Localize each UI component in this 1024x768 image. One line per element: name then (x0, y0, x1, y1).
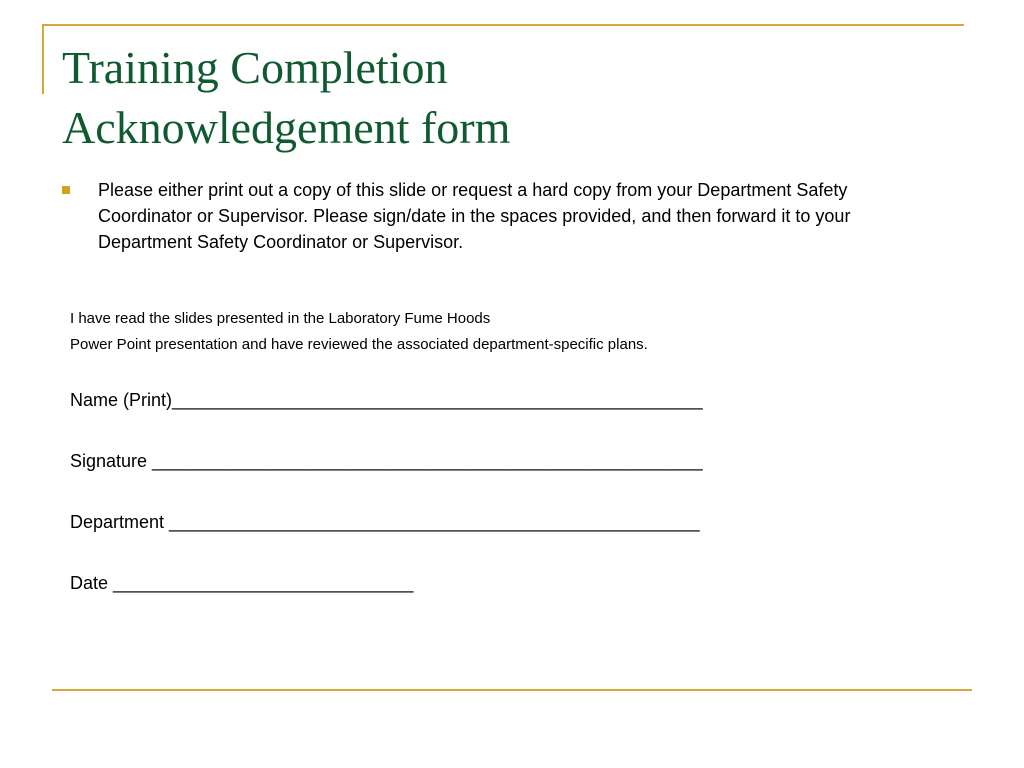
statement-line-2: Power Point presentation and have reviewed the associated department-specific plans. (70, 336, 648, 353)
frame-left-rule (42, 24, 44, 94)
acknowledgement-statement (70, 306, 648, 358)
date-field: Date ______________________________ (70, 573, 414, 593)
instruction-text: Please either print out a copy of this slide or request a hard copy from your Department Safety Coordinator or Supervisor. Please sign/date in the spaces provided, and then forward it to your Department Safety Coordinator or Supervisor. (98, 180, 851, 252)
frame-top-rule (42, 24, 964, 26)
instruction-bullet (62, 177, 942, 255)
department-field: Department _____________________________________________________ (70, 512, 700, 532)
name-print-field: Name (Print)_____________________________________________________ (70, 390, 703, 410)
square-bullet-icon (62, 186, 70, 194)
slide-title (62, 38, 510, 158)
frame-bottom-rule (52, 689, 972, 691)
slide-title-line-2: Acknowledgement form (62, 102, 511, 153)
slide-title-line-1: Training Completion (62, 42, 448, 93)
statement-line-1: I have read the slides presented in the Laboratory Fume Hoods (70, 310, 491, 327)
signature-field: Signature _______________________________________________________ (70, 451, 703, 471)
